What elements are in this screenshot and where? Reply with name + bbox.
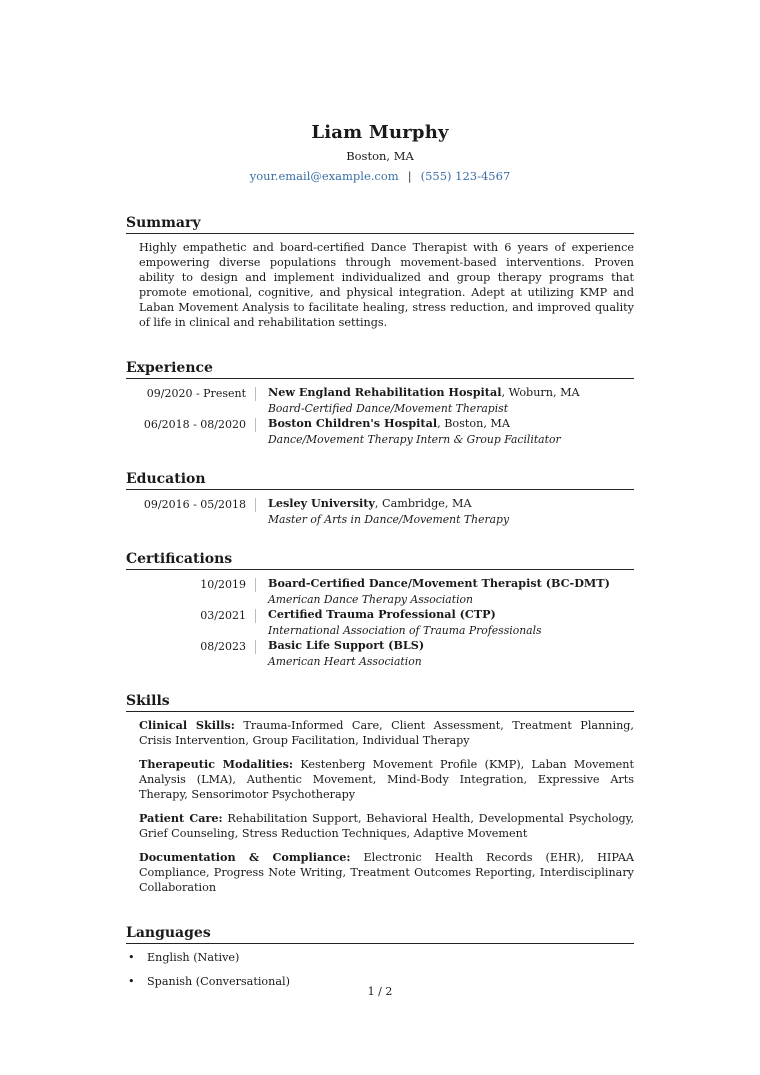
skill-group bbox=[139, 811, 634, 841]
entry-place: , Boston, MA bbox=[437, 417, 510, 430]
phone-link[interactable]: (555) 123-4567 bbox=[420, 169, 511, 183]
section-title-experience: Experience bbox=[126, 360, 634, 379]
skill-text: Kestenberg Movement Profile (KMP), Laban Movement Analysis (LMA), Authentic Movement, Mind-Body Integration, Expressive Arts Therapy, Sensorimotor Psychotherapy bbox=[139, 758, 634, 801]
entry-role: American Heart Association bbox=[268, 654, 422, 668]
email-link[interactable]: your.email@example.com bbox=[249, 169, 399, 183]
entry-date: 09/2016 - 05/2018 bbox=[126, 498, 256, 512]
entry-role: Master of Arts in Dance/Movement Therapy bbox=[268, 512, 510, 526]
bullet-icon: • bbox=[128, 951, 135, 964]
section-title-certifications: Certifications bbox=[126, 551, 634, 570]
certification-entry bbox=[126, 638, 634, 669]
certification-entry bbox=[126, 576, 634, 607]
education-section bbox=[126, 471, 634, 527]
entry-date: 06/2018 - 08/2020 bbox=[126, 418, 256, 432]
experience-section bbox=[126, 360, 634, 447]
entry-place: , Woburn, MA bbox=[501, 386, 580, 399]
skill-label: Therapeutic Modalities: bbox=[139, 757, 294, 771]
bullet-icon: • bbox=[128, 975, 135, 988]
entry-role: American Dance Therapy Association bbox=[268, 592, 473, 606]
skills-section bbox=[126, 693, 634, 895]
skill-group bbox=[139, 718, 634, 748]
certifications-section bbox=[126, 551, 634, 669]
skill-group bbox=[139, 850, 634, 895]
contact-separator: | bbox=[407, 169, 412, 183]
contact-line bbox=[126, 169, 634, 183]
resume-header bbox=[126, 0, 634, 183]
entry-date: 03/2021 bbox=[126, 609, 256, 623]
certification-entry bbox=[126, 607, 634, 638]
entry-role: Board-Certified Dance/Movement Therapist bbox=[268, 401, 509, 415]
languages-list bbox=[126, 950, 634, 989]
languages-section bbox=[126, 925, 634, 989]
summary-section bbox=[126, 215, 634, 330]
skill-text: Trauma-Informed Care, Client Assessment, Treatment Planning, Crisis Intervention, Group Facilitation, Individual Therapy bbox=[139, 719, 634, 747]
entry-org: Basic Life Support (BLS) bbox=[268, 638, 425, 652]
skill-text: Rehabilitation Support, Behavioral Health, Developmental Psychology, Grief Counseling, Stress Reduction Techniques, Adaptive Movement bbox=[139, 812, 634, 840]
experience-entry bbox=[126, 416, 634, 447]
summary-text: Highly empathetic and board-certified Dance Therapist with 6 years of experience empowering diverse populations through movement-based interventions. Proven ability to design and implement individualized and group therapy programs that promote emotional, cognitive, and physical integration. Adept at utilizing KMP and Laban Movement Analysis to facilitate healing, stress reduction, and improved quality of life in clinical and rehabilitation settings. bbox=[139, 241, 634, 329]
skill-label: Documentation & Compliance: bbox=[139, 850, 351, 864]
list-item bbox=[126, 950, 634, 965]
page-number: 1 / 2 bbox=[367, 985, 393, 998]
language-name: Spanish (Conversational) bbox=[147, 975, 290, 988]
skill-text: Electronic Health Records (EHR), HIPAA Compliance, Progress Note Writing, Treatment Outcomes Reporting, Interdisciplinary Collaboration bbox=[139, 851, 634, 894]
skill-label: Patient Care: bbox=[139, 811, 223, 825]
entry-date: 09/2020 - Present bbox=[126, 387, 256, 401]
language-name: English (Native) bbox=[147, 951, 240, 964]
entry-org: Board-Certified Dance/Movement Therapist (BC-DMT) bbox=[268, 576, 610, 590]
section-title-skills: Skills bbox=[126, 693, 634, 712]
skill-label: Clinical Skills: bbox=[139, 718, 235, 732]
entry-role: International Association of Trauma Professionals bbox=[268, 623, 542, 637]
section-title-summary: Summary bbox=[126, 215, 634, 234]
experience-entry bbox=[126, 385, 634, 416]
entry-role: Dance/Movement Therapy Intern & Group Facilitator bbox=[268, 432, 561, 446]
candidate-name: Liam Murphy bbox=[311, 122, 449, 143]
entry-date: 08/2023 bbox=[126, 640, 256, 654]
section-title-languages: Languages bbox=[126, 925, 634, 944]
entry-org: Certified Trauma Professional (CTP) bbox=[268, 607, 496, 621]
education-entry bbox=[126, 496, 634, 527]
entry-date: 10/2019 bbox=[126, 578, 256, 592]
candidate-location: Boston, MA bbox=[346, 149, 414, 163]
skill-group bbox=[139, 757, 634, 802]
entry-place: , Cambridge, MA bbox=[374, 497, 472, 510]
entry-org: Lesley University bbox=[268, 496, 375, 510]
section-title-education: Education bbox=[126, 471, 634, 490]
entry-org: Boston Children's Hospital bbox=[268, 416, 438, 430]
entry-org: New England Rehabilitation Hospital bbox=[268, 385, 502, 399]
resume-page bbox=[126, 0, 634, 998]
